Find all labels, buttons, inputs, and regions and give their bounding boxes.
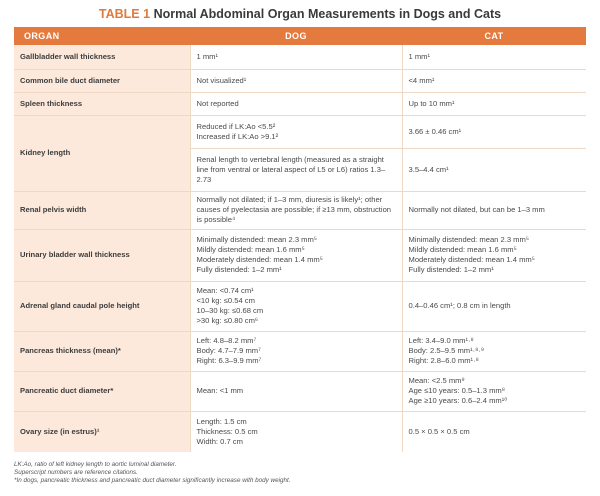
dog-value: Left: 4.8–8.2 mm⁷ Body: 4.7–7.9 mm⁷ Right: 6.3–9.9 mm⁷ xyxy=(190,331,402,371)
cat-value: 0.5 × 0.5 × 0.5 cm xyxy=(402,411,586,452)
dog-value: 1 mm¹ xyxy=(190,45,402,69)
table-number: TABLE 1 xyxy=(98,7,151,21)
organ-name: Kidney length xyxy=(14,115,190,191)
cat-value: <4 mm¹ xyxy=(402,69,586,92)
organ-name: Pancreatic duct diameter* xyxy=(14,371,190,411)
dog-value: Not reported xyxy=(190,92,402,115)
dog-value: Normally not dilated; if 1–3 mm, diuresis is likely¹; other causes of pyelectasia are possible; if ≥13 mm, obstruction is possible⁴ xyxy=(190,191,402,229)
dog-value: Mean: <1 mm xyxy=(190,371,402,411)
cat-value: Up to 10 mm¹ xyxy=(402,92,586,115)
table-title: Normal Abdominal Organ Measurements in Dogs and Cats xyxy=(153,7,502,21)
table-row xyxy=(14,331,586,371)
organ-name: Urinary bladder wall thickness xyxy=(14,229,190,281)
dog-value: Not visualized¹ xyxy=(190,69,402,92)
footnote: *In dogs, pancreatic thickness and pancreatic duct diameter significantly increase with body weight. xyxy=(14,477,291,484)
organ-name: Renal pelvis width xyxy=(14,191,190,229)
measurements-table xyxy=(14,27,586,452)
dog-value: Length: 1.5 cm Thickness: 0.5 cm Width: 0.7 cm xyxy=(190,411,402,452)
column-header-organ: ORGAN xyxy=(14,27,190,45)
dog-value: Mean: <0.74 cm¹ <10 kg: ≤0.54 cm 10–30 kg: ≤0.68 cm >30 kg: ≤0.80 cm⁶ xyxy=(190,281,402,331)
header-row xyxy=(14,27,586,45)
table-caption xyxy=(0,7,600,21)
dog-value: Minimally distended: mean 2.3 mm⁵ Mildly distended: mean 1.6 mm⁵ Moderately distended: mean 1.4 mm⁵ Fully distended: 1–2 mm¹ xyxy=(190,229,402,281)
table-row xyxy=(14,281,586,331)
cat-value: Normally not dilated, but can be 1–3 mm xyxy=(402,191,586,229)
organ-name: Common bile duct diameter xyxy=(14,69,190,92)
organ-name: Spleen thickness xyxy=(14,92,190,115)
cat-value: Minimally distended: mean 2.3 mm⁵ Mildly distended: mean 1.6 mm⁵ Moderately distended: mean 1.4 mm⁵ Fully distended: 1–2 mm¹ xyxy=(402,229,586,281)
organ-name: Adrenal gland caudal pole height xyxy=(14,281,190,331)
cat-value: 1 mm¹ xyxy=(408,51,431,61)
organ-name: Ovary size (in estrus)¹ xyxy=(14,411,190,452)
organ-name: Pancreas thickness (mean)* xyxy=(14,331,190,371)
table-row xyxy=(14,411,586,452)
table-row xyxy=(14,371,586,411)
footnote: Superscript numbers are reference citations. xyxy=(14,469,138,476)
table-row xyxy=(14,191,586,229)
dog-value: Reduced if LK:Ao <5.5² Increased if LK:Ao >9.1² xyxy=(190,115,402,148)
cat-value: 0.4–0.46 cm¹; 0.8 cm in length xyxy=(402,281,586,331)
dog-value: Renal length to vertebral length (measured as a straight line from ventral or lateral aspect of L5 or L6) ratios 1.3–2.73 xyxy=(190,148,402,191)
column-header-cat: CAT xyxy=(402,27,586,45)
table-row xyxy=(14,69,586,92)
table-row xyxy=(14,229,586,281)
table-row xyxy=(14,45,586,69)
organ-name: Gallbladder wall thickness xyxy=(14,45,190,69)
cat-value: Left: 3.4–9.0 mm¹·⁸ Body: 2.5–9.5 mm¹·⁸·⁹ Right: 2.8–6.0 mm¹·⁸ xyxy=(402,331,586,371)
footnote: LK:Ao, ratio of left kidney length to aortic luminal diameter. xyxy=(14,461,177,468)
table-row xyxy=(14,92,586,115)
cat-value: Mean: <2.5 mm⁹ Age ≤10 years: 0.5–1.3 mm⁸ Age ≥10 years: 0.6–2.4 mm¹⁰ xyxy=(402,371,586,411)
table-footnotes xyxy=(14,461,586,485)
cat-value: 3.66 ± 0.46 cm¹ xyxy=(402,115,586,148)
column-header-dog: DOG xyxy=(190,27,402,45)
cat-value: 3.5–4.4 cm¹ xyxy=(402,148,586,191)
table-row xyxy=(14,115,586,148)
